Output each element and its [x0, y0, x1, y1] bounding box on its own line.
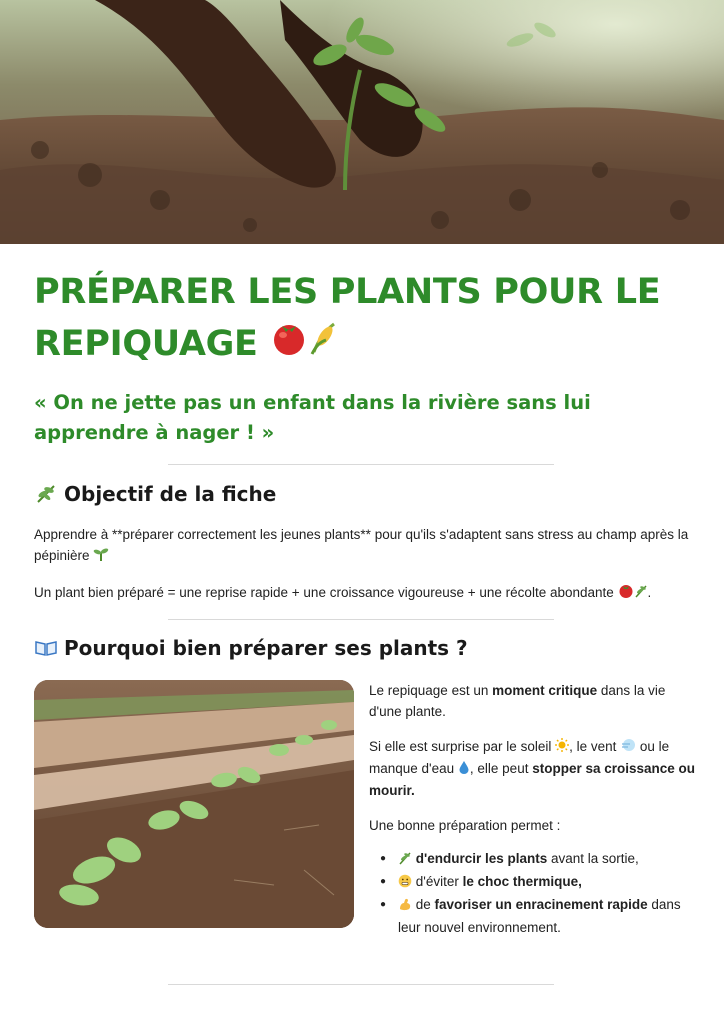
tomato-icon [270, 319, 308, 371]
tomato-icon [618, 583, 634, 604]
grimace-face-icon [398, 873, 412, 894]
hero-image [0, 0, 724, 244]
divider [168, 984, 554, 985]
water-drop-icon [458, 759, 470, 780]
objectif-paragraph-1 [34, 524, 694, 567]
sprout-icon [93, 546, 109, 567]
text: dans leur nouvel environnement. [398, 897, 681, 935]
list-item [380, 848, 700, 871]
text: d'éviter [415, 874, 463, 889]
section-heading-text: Pourquoi bien préparer ses plants ? [64, 636, 468, 660]
divider [168, 464, 554, 465]
herb-icon [398, 850, 412, 871]
herb-icon [634, 583, 648, 604]
text-bold: d'endurcir les plants [415, 851, 548, 866]
herb-icon [34, 484, 58, 504]
objectif-text-2: Un plant bien préparé = une reprise rapide + une croissance vigoureuse + une récolte abondante [34, 585, 614, 600]
wind-icon [620, 737, 636, 758]
benefits-list [380, 848, 700, 938]
open-book-icon [34, 638, 58, 658]
text-bold: stopper sa croissance ou mourir. [369, 760, 696, 798]
text-bold: le choc thermique, [462, 874, 582, 889]
section-heading-text: Objectif de la fiche [64, 482, 277, 506]
text: , le vent [569, 739, 621, 754]
pourquoi-paragraph-1 [369, 680, 699, 722]
section-heading-objectif [34, 482, 276, 506]
sun-icon [555, 737, 569, 758]
corn-icon [308, 319, 338, 371]
field-seedlings-photo [34, 680, 354, 928]
text: dans la vie d'une plante. [369, 683, 666, 719]
text: avant la sortie, [547, 851, 639, 866]
pourquoi-paragraph-3: Une bonne préparation permet : [369, 818, 561, 833]
page-title [34, 266, 694, 371]
text-bold: moment critique [492, 683, 598, 698]
text: , elle peut [469, 760, 533, 776]
section-heading-pourquoi [34, 636, 468, 660]
proverb-quote: « On ne jette pas un enfant dans la rivière sans lui apprendre à nager ! » [34, 391, 591, 444]
list-item [380, 871, 700, 894]
objectif-text-1: Apprendre à **préparer correctement les jeunes plants** pour qu'ils s'adaptent sans stress au champ après la pépinière [34, 527, 689, 563]
flexed-arm-icon [398, 896, 412, 917]
text-bold: favoriser un enracinement rapide [434, 897, 648, 912]
text: ou le manque d'eau [369, 739, 670, 776]
page-title-text: PRÉPARER LES PLANTS POUR LE REPIQUAGE [34, 272, 661, 364]
text: Si elle est surprise par le soleil [369, 739, 556, 754]
list-item [380, 894, 700, 938]
text: de [415, 897, 435, 912]
divider [168, 619, 554, 620]
text: Le repiquage est un [369, 683, 493, 698]
objectif-paragraph-2: Un plant bien préparé = une reprise rapide + une croissance vigoureuse + une récolte abondante . [34, 582, 694, 604]
pourquoi-paragraph-2 [369, 736, 699, 801]
